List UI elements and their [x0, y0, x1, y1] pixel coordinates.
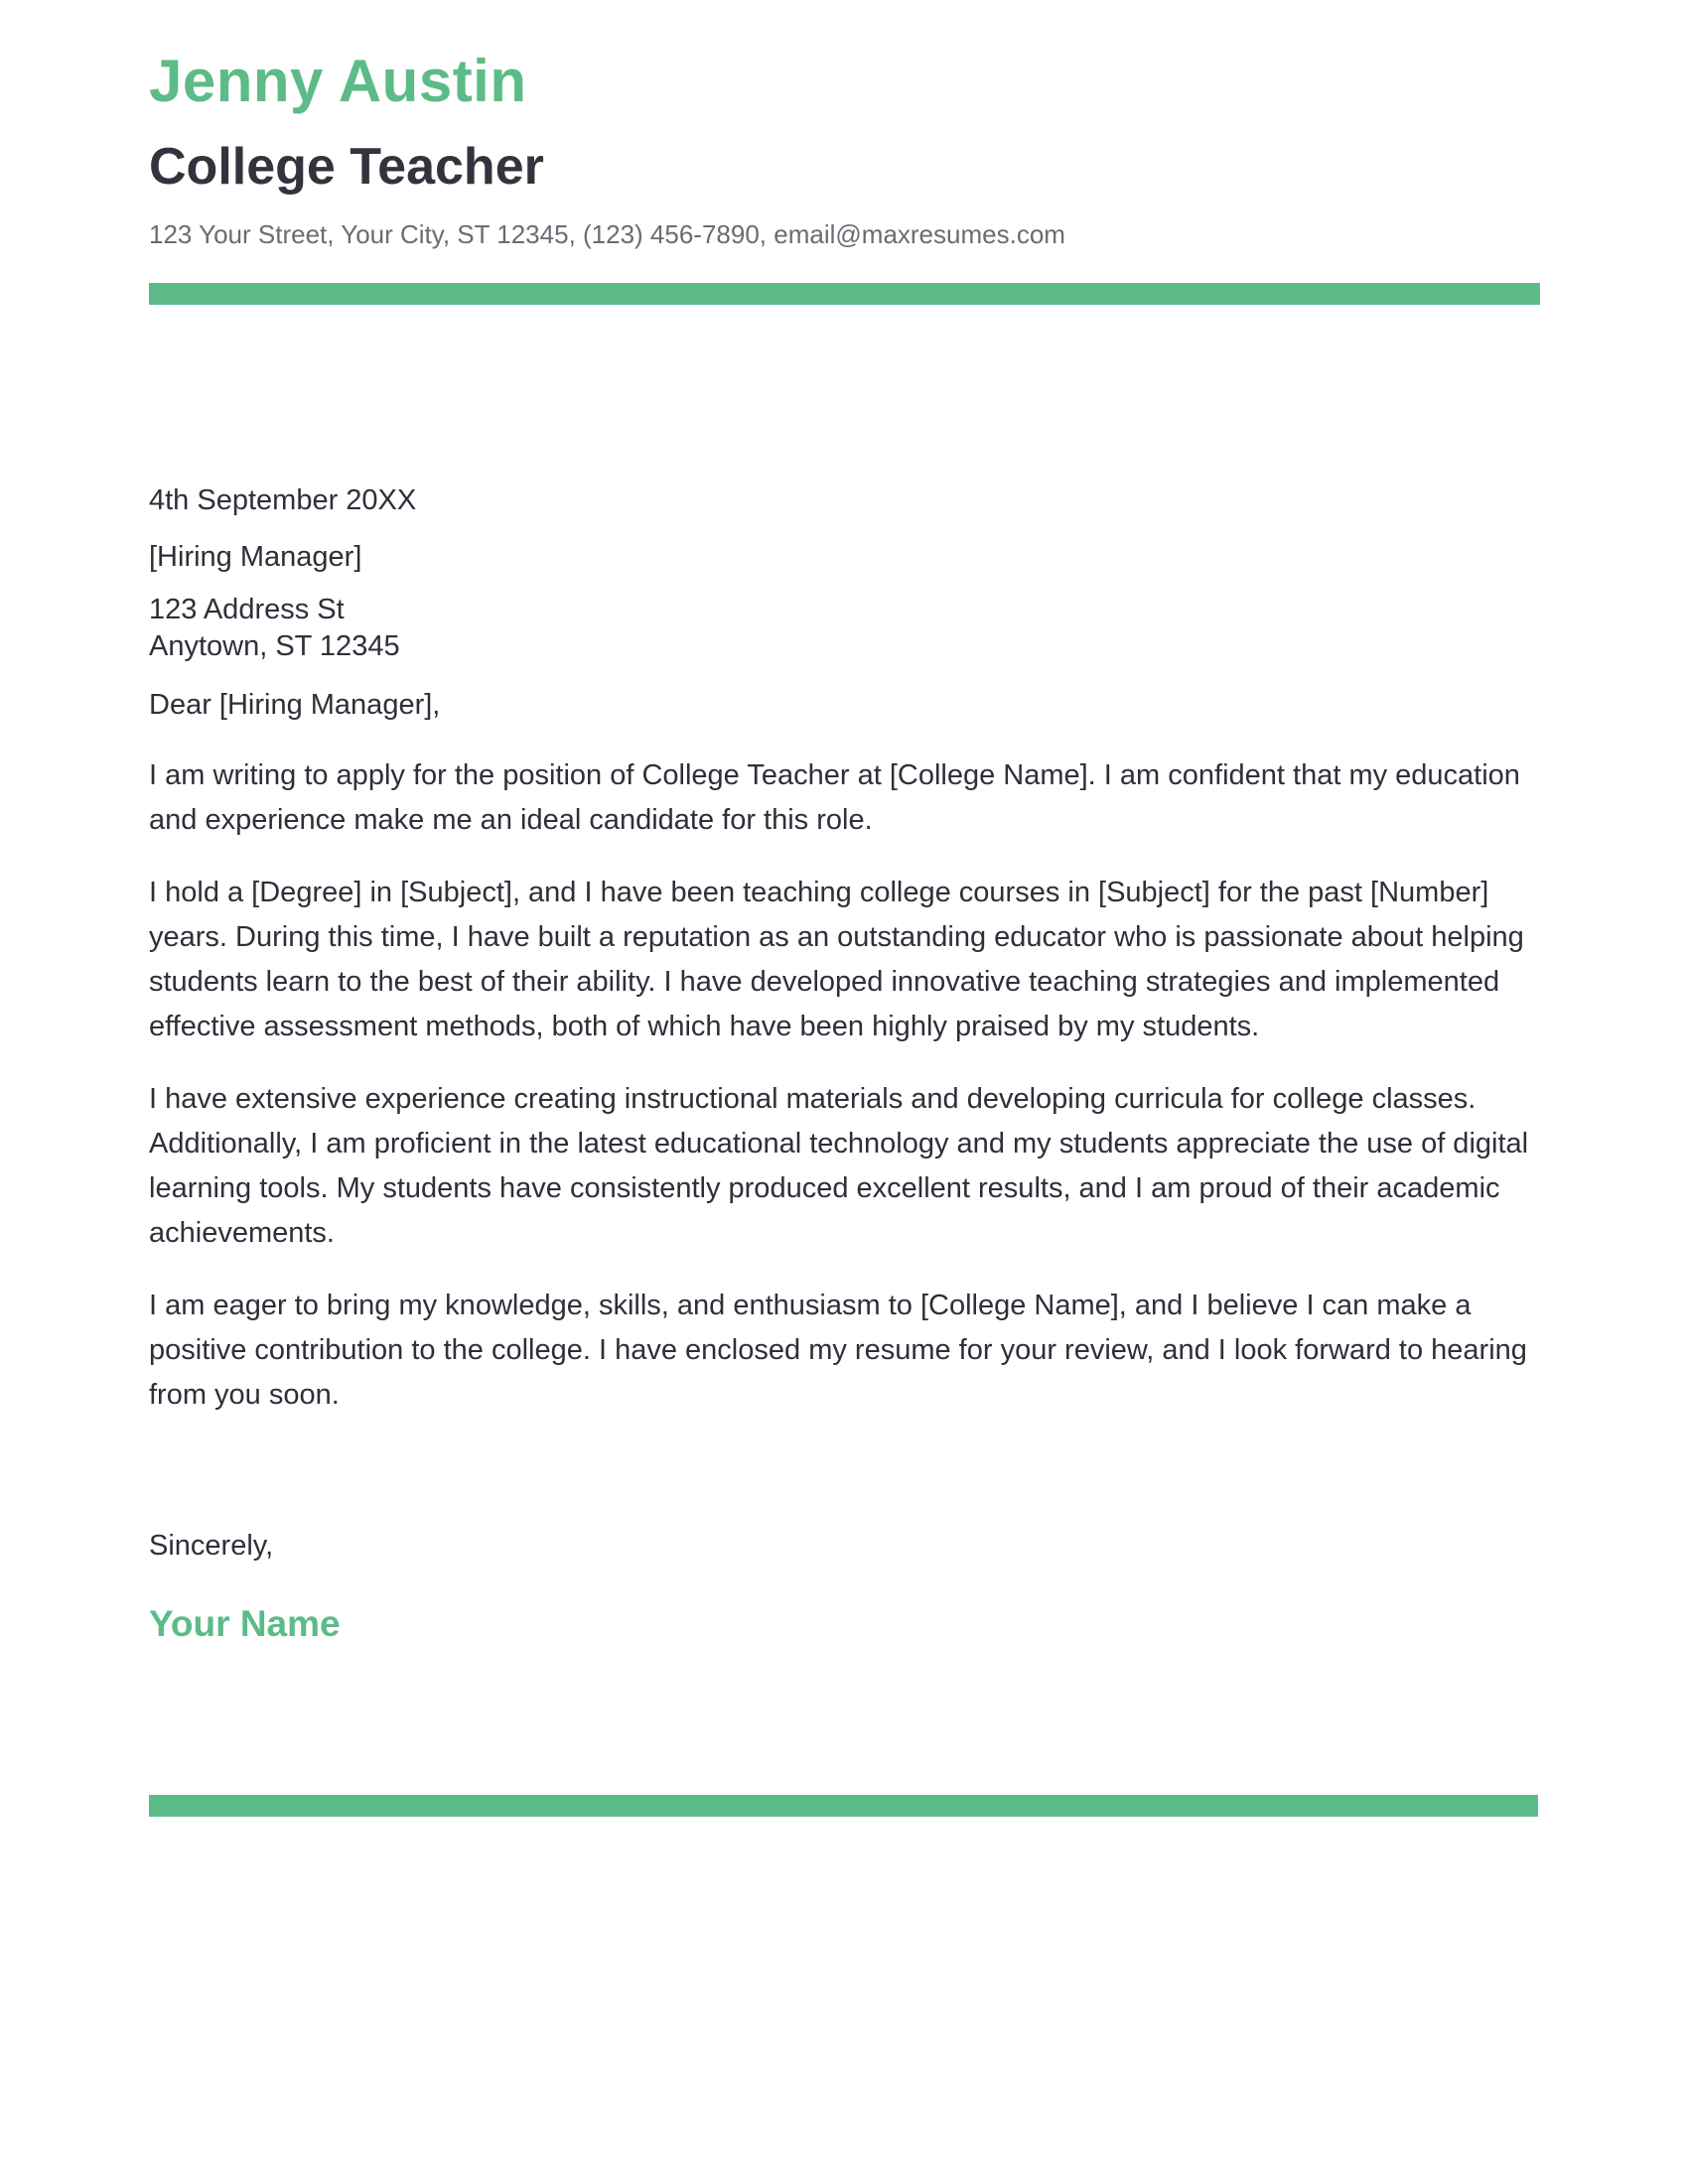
body-paragraph-4: I am eager to bring my knowledge, skills, and enthusiasm to [College Name], and I believe I can make a positive contribution to the college. I have enclosed my resume for your review, and I look forward to hearing from you soon. [149, 1290, 1527, 1411]
body-paragraph-2: I hold a [Degree] in [Subject], and I have been teaching college courses in [Subject] for the past [Number] years. During this time, I have built a reputation as an outstanding educator who is passionate about helping students learn to the best of their ability. I have developed innovative teaching strategies and implemented effective assessment methods, both of which have been highly praised by my students. [149, 877, 1524, 1042]
address-line-2: Anytown, ST 12345 [149, 630, 400, 662]
bottom-divider [149, 1795, 1538, 1817]
letter-date: 4th September 20XX [149, 484, 417, 516]
job-title: College Teacher [149, 138, 544, 196]
cover-letter-page [149, 0, 1539, 2184]
recipient-address [149, 592, 1539, 665]
letter-body [149, 478, 1539, 1445]
salutation: Dear [Hiring Manager], [149, 689, 441, 721]
contact-info: 123 Your Street, Your City, ST 12345, (123) 456-7890, email@maxresumes.com [149, 219, 1065, 249]
body-paragraph-1: I am writing to apply for the position of College Teacher at [College Name]. I am confident that my education and experience make me an ideal candidate for this role. [149, 759, 1520, 836]
closing: Sincerely, [149, 1530, 274, 1562]
signature-name: Your Name [149, 1603, 341, 1644]
top-divider [149, 283, 1540, 305]
body-paragraph-3: I have extensive experience creating instructional materials and developing curricula for college classes. Additionally, I am proficient in the latest educational technology and my students appreciate the use of digital learning tools. My students have consistently produced excellent results, and I am proud of their academic achievements. [149, 1083, 1529, 1249]
applicant-name: Jenny Austin [149, 48, 527, 114]
recipient: [Hiring Manager] [149, 541, 362, 573]
address-line-1: 123 Address St [149, 594, 345, 625]
